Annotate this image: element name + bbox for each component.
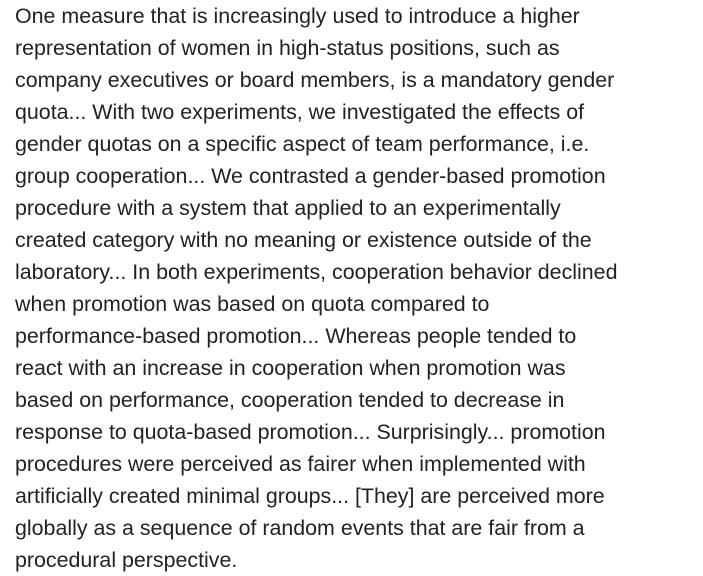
excerpt-line: quota... With two experiments, we investigated the effects of xyxy=(15,100,585,124)
excerpt-line: procedure with a system that applied to an experimentally xyxy=(15,196,561,220)
excerpt-line: artificially created minimal groups... [They] are perceived more xyxy=(15,484,605,508)
excerpt-line: company executives or board members, is a mandatory gender xyxy=(15,68,615,92)
excerpt-line: created category with no meaning or existence outside of the xyxy=(15,228,592,252)
excerpt-line: One measure that is increasingly used to introduce a higher xyxy=(15,4,580,28)
excerpt-line: performance-based promotion... Whereas people tended to xyxy=(15,324,577,348)
excerpt-line: laboratory... In both experiments, cooperation behavior declined xyxy=(15,260,618,284)
excerpt-line: representation of women in high-status positions, such as xyxy=(15,36,560,60)
excerpt-line: response to quota-based promotion... Surprisingly... promotion xyxy=(15,420,606,444)
excerpt-line: gender quotas on a specific aspect of team performance, i.e. xyxy=(15,132,590,156)
excerpt-line: procedural perspective. xyxy=(15,548,238,572)
excerpt-line: group cooperation... We contrasted a gender-based promotion xyxy=(15,164,606,188)
excerpt-line: based on performance, cooperation tended to decrease in xyxy=(15,388,565,412)
quoted-excerpt xyxy=(15,0,703,576)
excerpt-line: react with an increase in cooperation when promotion was xyxy=(15,356,566,380)
excerpt-line: globally as a sequence of random events that are fair from a xyxy=(15,516,585,540)
excerpt-line: when promotion was based on quota compared to xyxy=(15,292,490,316)
excerpt-line: procedures were perceived as fairer when implemented with xyxy=(15,452,586,476)
